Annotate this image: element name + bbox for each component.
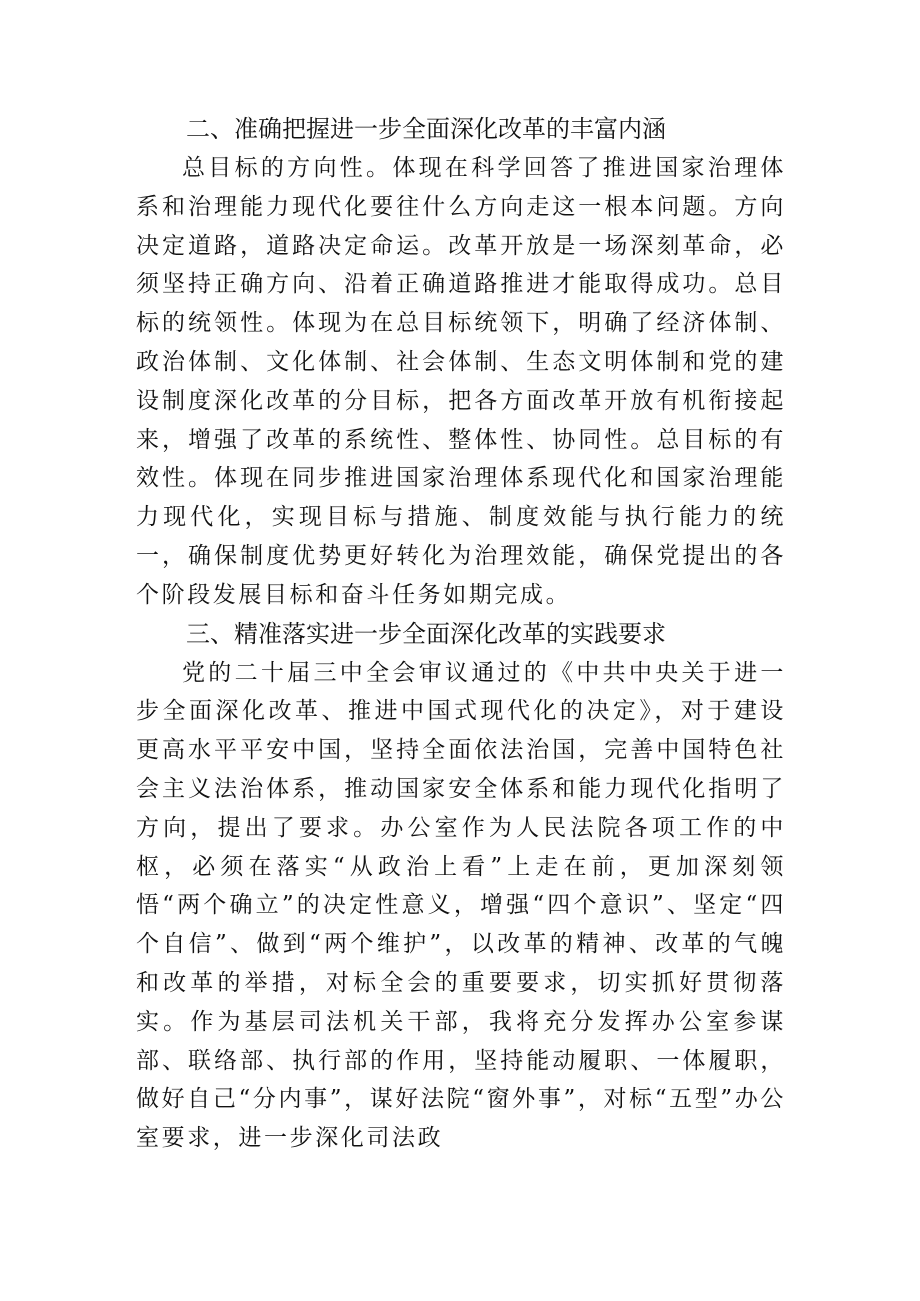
section-2-heading: 二、准确把握进一步全面深化改革的丰富内涵	[186, 115, 666, 143]
section-3-paragraph: 党的二十届三中全会审议通过的《中共中央关于进一步全面深化改革、推进中国式现代化的决定》，对于建设更高水平平安中国，坚持全面依法治国，完善中国特色社会主义法治体系，推动国家安全体系和能力现代化指明了方向，提出了要求。办公室作为人民法院各项工作的中枢，必须在落实“从政治上看”上走在前，更加深刻领悟“两个确立”的决定性意义，增强“四个意识”、坚定“四个自信”、做到“两个维护”，以改革的精神、改革的气魄和改革的举措，对标全会的重要要求，切实抓好贯彻落实。作为基层司法机关干部，我将充分发挥办公室参谋部、联络部、执行部的作用，坚持能动履职、一体履职，做好自己“分内事”，谋好法院“窗外事”，对标“五型”办公室要求，进一步深化司法政	[136, 659, 786, 1152]
section-3-heading: 三、精准落实进一步全面深化改革的实践要求	[186, 619, 666, 648]
section-2-paragraph: 总目标的方向性。体现在科学回答了推进国家治理体系和治理能力现代化要往什么方向走这一根本问题。方向决定道路，道路决定命运。改革开放是一场深刻革命，必须坚持正确方向、沿着正确道路推进才能取得成功。总目标的统领性。体现为在总目标统领下，明确了经济体制、政治体制、文化体制、社会体制、生态文明体制和党的建设制度深化改革的分目标，把各方面改革开放有机衔接起来，增强了改革的系统性、整体性、协同性。总目标的有效性。体现在同步推进国家治理体系现代化和国家治理能力现代化，实现目标与措施、制度效能与执行能力的统一，确保制度优势更好转化为治理效能，确保党提出的各个阶段发展目标和奋斗任务如期完成。	[136, 155, 786, 608]
document-body	[136, 110, 786, 1158]
